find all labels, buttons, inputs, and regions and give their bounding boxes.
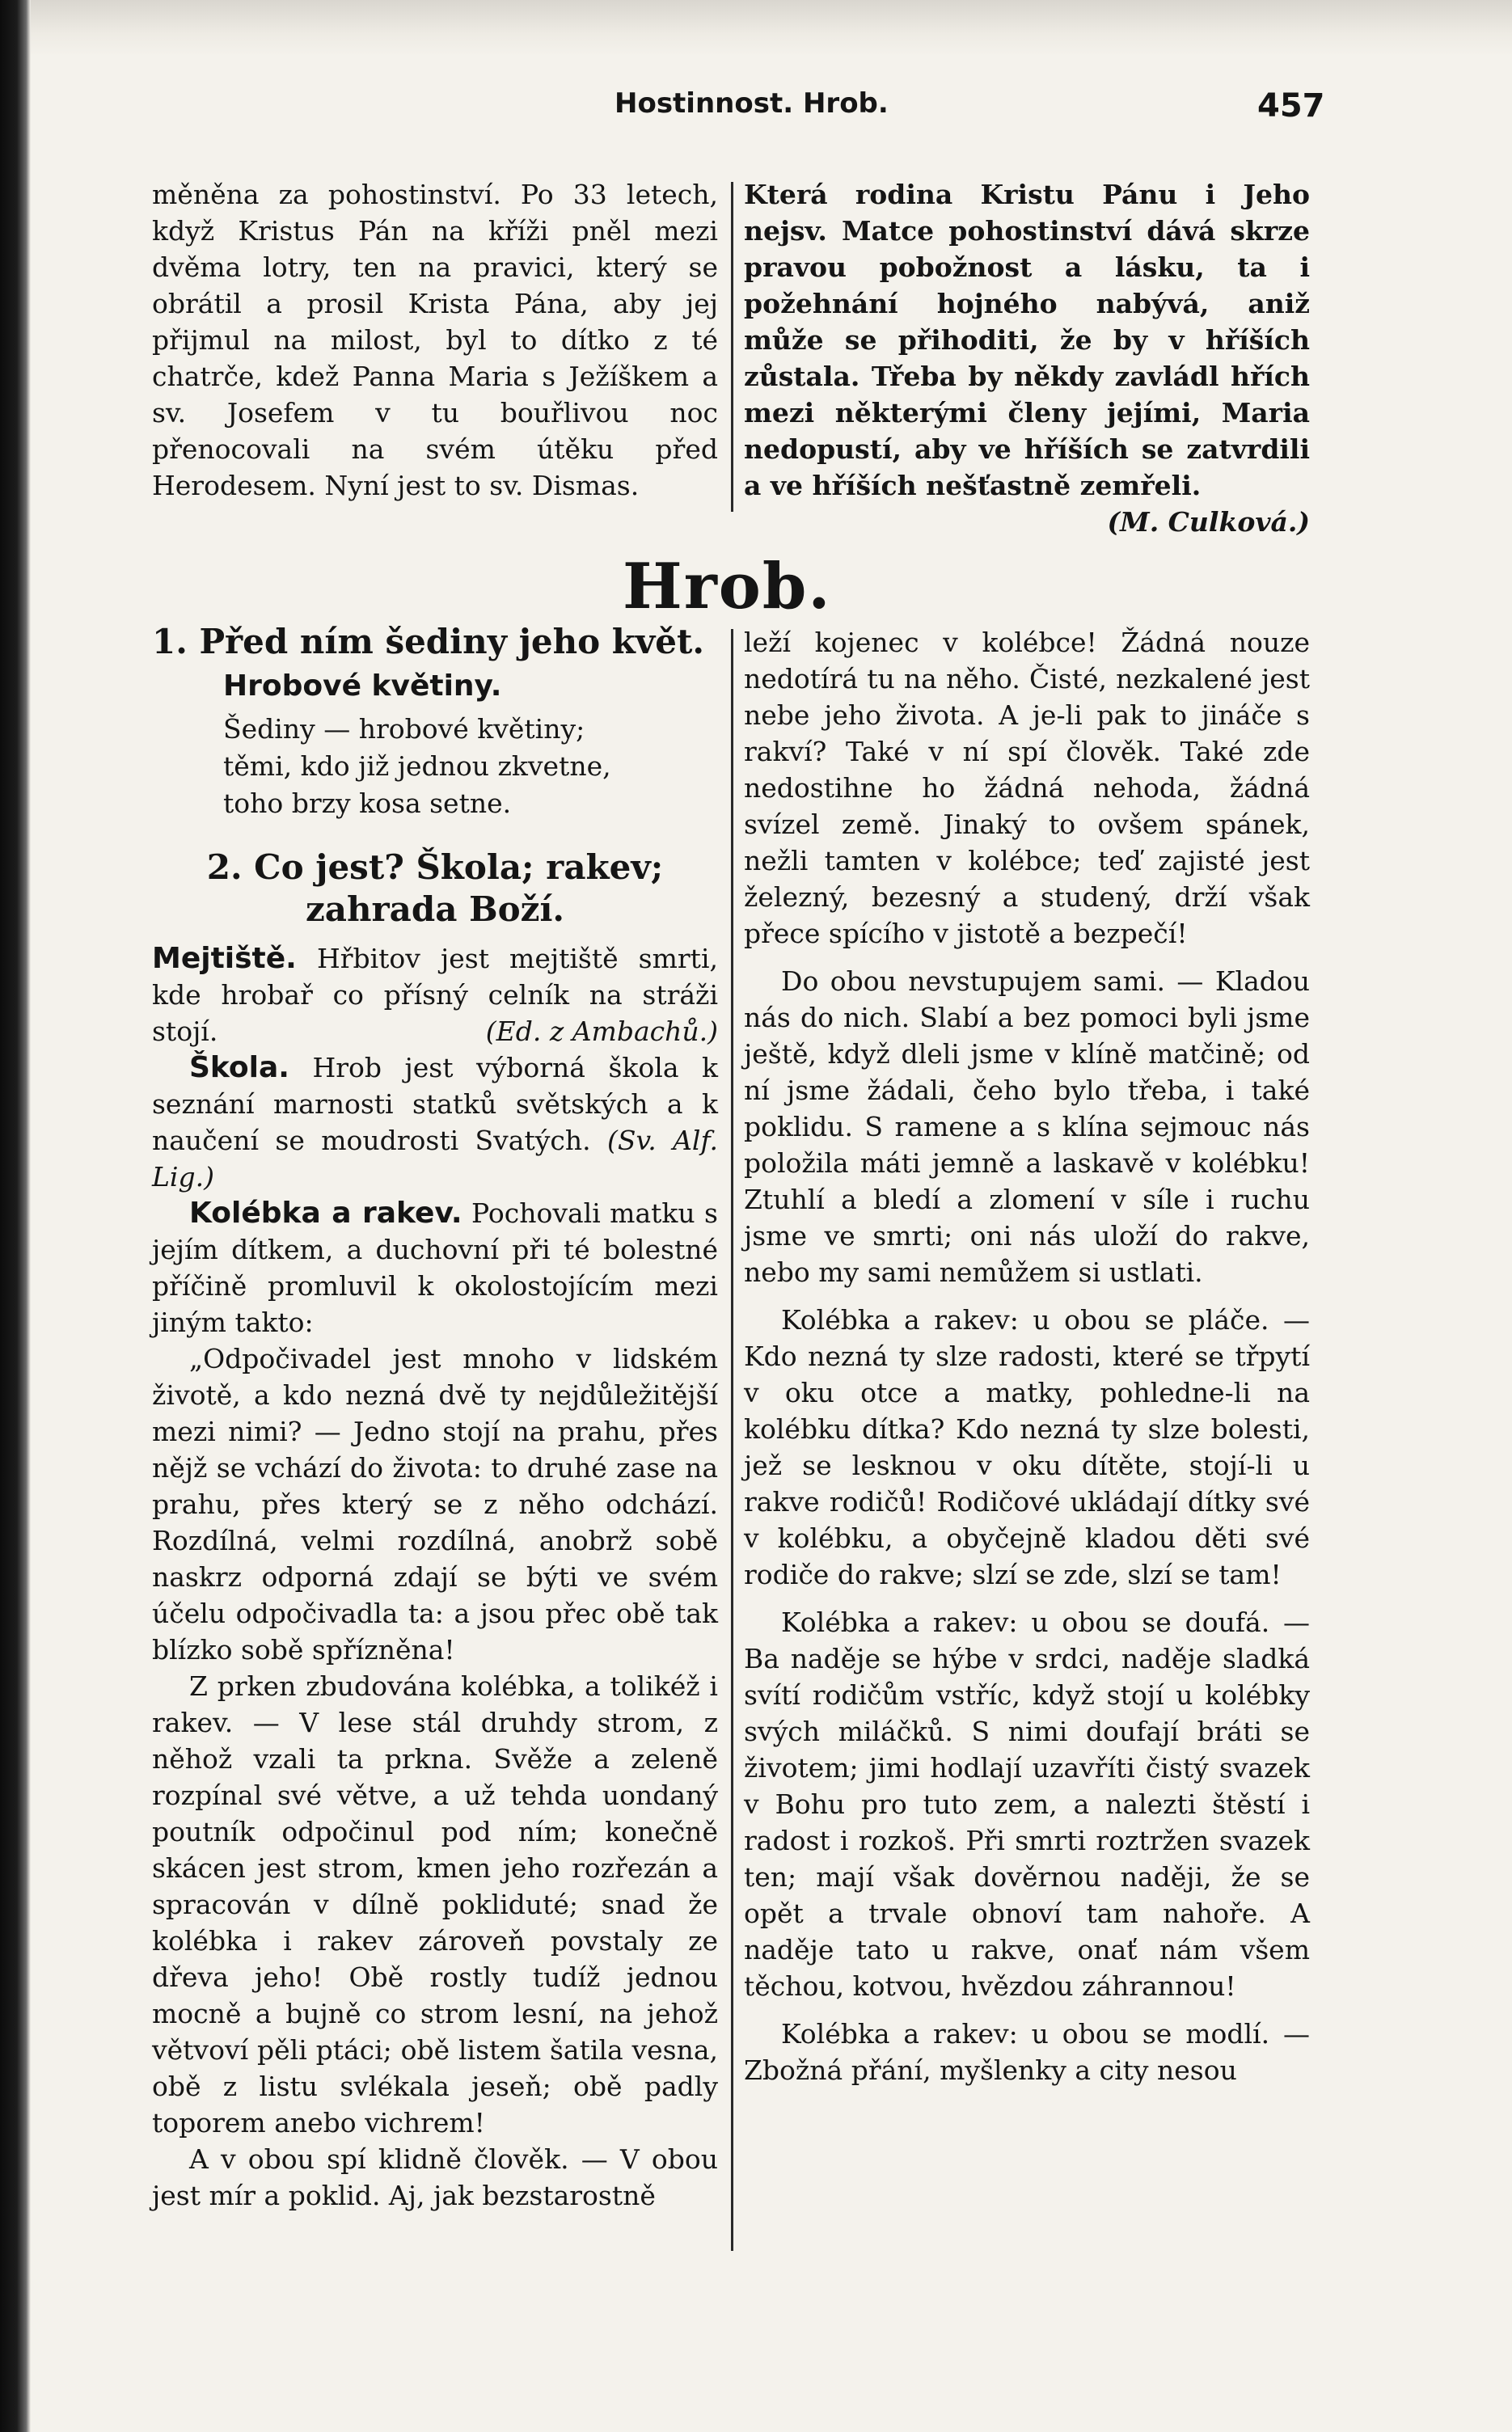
- verse-line: toho brzy kosa setne.: [223, 787, 512, 819]
- page-number: 457: [1257, 87, 1325, 125]
- paragraph: měněna za pohostinství. Po 33 letech, když Kristus Pán na kříži pněl mezi dvěma lotry, ten na pravici, který se obrátil a prosil Krista Pána, aby jej přijmul na milost, byl to dítko z té chatrče, kdež Panna Maria s Ježíškem a sv. Josefem v tu bouřlivou noc přenocovali na svém útěku před Herodesem. Nyní jest to sv. Dismas.: [152, 179, 718, 501]
- paragraph: Do obou nevstupujem sami. — Kladou nás do nich. Slabí a bez pomoci byli jsme ještě, když dleli jsme v klíně matčině; od ní jsme žádali, čeho bylo třeba, i také poklidu. S ramene a s klína sejmouc nás položila máti jemně a laskavě v kolébku! Ztuhlí a bledí a zlomení v síle i ruchu jsme ve smrti; oni nás uloží do rakve, nebo my sami nemůžem si ustlati.: [744, 965, 1310, 1288]
- paragraph: „Odpočivadel jest mnoho v lidském životě, a kdo nezná dvě ty nejdůležitější mezi nimi? — Jedno stojí na prahu, přes nějž se vchází do života: to druhé zase na prahu, přes který se z něho odchází. Rozdílná, velmi rozdílná, anobrž sobě naskrz odporná zdají se býti ve svém účelu odpočivadla ta: a jsou přec obě tak blízko sobě spřízněna!: [152, 1343, 718, 1666]
- paragraph: leží kojenec v kolébce! Žádná nouze nedotírá tu na něho. Čisté, nezkalené jest nebe jeho života. A je-li pak to jináče s rakví? Také v ní spí člověk. Také zde nedostihne ho žádná nehoda, žádná svízel země. Jinaký to ovšem spánek, nežli tamten v kolébce; teď zajisté jest železný, bezesný a studený, drží však přece spícího v jistotě a bezpečí!: [744, 627, 1310, 949]
- top-left-column: [152, 176, 718, 504]
- paragraph: [152, 1049, 718, 1195]
- paragraph-text: Hrob jest výborná škola k seznání marnosti statků světských a k naučení se moudrosti Svatých.: [152, 1052, 718, 1156]
- page-top-shadow: [0, 0, 1512, 57]
- column-divider-top: [731, 182, 733, 512]
- paragraph: [744, 176, 1310, 538]
- column-divider: [731, 629, 733, 2251]
- top-right-column: [744, 176, 1310, 540]
- citation: (Ed. z Ambachů.): [485, 1015, 718, 1047]
- subheading: Hrobové květiny.: [223, 669, 502, 703]
- citation: (M. Culková.): [1107, 506, 1310, 538]
- paragraph: [152, 1195, 718, 1341]
- paragraph-text: Která rodina Kristu Pánu i Jeho nejsv. Matce pohostinství dává skrze pravou pobožnost a lásku, ta i požehnání hojného nabývá, aniž může se přihoditi, že by v hříších zůstala. Třeba by někdy zavládl hřích mezi některými členy jejími, Maria nedopustí, aby ve hříších se zatvrdili a ve hříších nešťastně zemřeli.: [744, 179, 1310, 501]
- paragraph-text: Hřbitov jest mejtiště smrti, kde hrobař co přísný celník na stráži stojí.: [152, 943, 718, 1047]
- verse-line: Šediny — hrobové květiny;: [223, 713, 585, 745]
- keyword: Škola.: [189, 1051, 289, 1084]
- paragraph-text: Pochovali matku s jejím dítkem, a duchovní při té bolestné příčině promluvil k okolostojícím mezi jiným takto:: [152, 1197, 718, 1338]
- keyword: Mejtiště.: [152, 942, 297, 975]
- section-title-line: 2. Co jest? Škola; rakev;: [206, 847, 664, 887]
- section-title: [152, 847, 718, 931]
- left-column: [152, 621, 718, 2214]
- keyword: Kolébka a rakev.: [189, 1197, 462, 1230]
- paragraph: Kolébka a rakev: u obou se doufá. — Ba naděje se hýbe v srdci, naděje sladká svítí rodičům vstříc, když stojí u kolébky svých miláčků. S nimi doufají bráti se životem; jimi hodlají uzavříti čistý svazek v Bohu pro tuto zem, a nalezti štěstí i radost i rozkoš. Při smrti roztržen svazek ten; mají však dověrnou naději, že se opět a trvale obnoví tam nahoře. A naděje tato u rakve, onať nám všem těchou, kotvou, hvězdou záhrannou!: [744, 1607, 1310, 2002]
- section-title-line: zahrada Boží.: [305, 889, 565, 929]
- paragraph: Kolébka a rakev: u obou se pláče. — Kdo nezná ty slze radosti, které se třpytí v oku otce a matky, pohledne-li na kolébku dítka? Kdo nezná ty slze bolesti, jež se lesknou v oku dítěte, stojí-li u rakve rodičů! Rodičové ukládají dítky své v kolébku, a obyčejně kladou děti své rodiče do rakve; slzí se zde, slzí se tam!: [744, 1304, 1310, 1590]
- paragraph: Kolébka a rakev: u obou se modlí. — Zbožná přání, myšlenky a city nesou: [744, 2018, 1310, 2086]
- verse-line: těmi, kdo již jednou zkvetne,: [223, 750, 611, 782]
- running-header: Hostinnost. Hrob.: [615, 87, 889, 120]
- citation: (Sv. Alf. Lig.): [152, 1125, 718, 1193]
- paragraph: Z prken zbudována kolébka, a tolikéž i rakev. — V lese stál druhdy strom, z něhož vzali ta prkna. Svěže a zeleně rozpínal své větve, a už tehda uondaný poutník odpočinul pod ním; konečně skácen jest strom, kmen jeho rozřezán a spracován v dílně pokliduté; snad že kolébka i rakev zároveň povstaly ze dřeva jeho! Obě rostly tudíž jednou mocně a bujně co strom lesní, na jehož větvoví pěli ptáci; obě listem šatila vesna, obě z listu svlékala jeseň; obě padly toporem anebo vichrem!: [152, 1670, 718, 2139]
- paragraph: [152, 940, 718, 1049]
- page-binding-edge: [0, 0, 31, 2432]
- paragraph: A v obou spí klidně člověk. — V obou jest mír a poklid. Aj, jak bezstarostně: [152, 2143, 718, 2211]
- section-title: 1. Před ním šediny jeho květ.: [152, 622, 705, 661]
- chapter-title: Hrob.: [623, 550, 832, 623]
- right-column: [744, 624, 1310, 2088]
